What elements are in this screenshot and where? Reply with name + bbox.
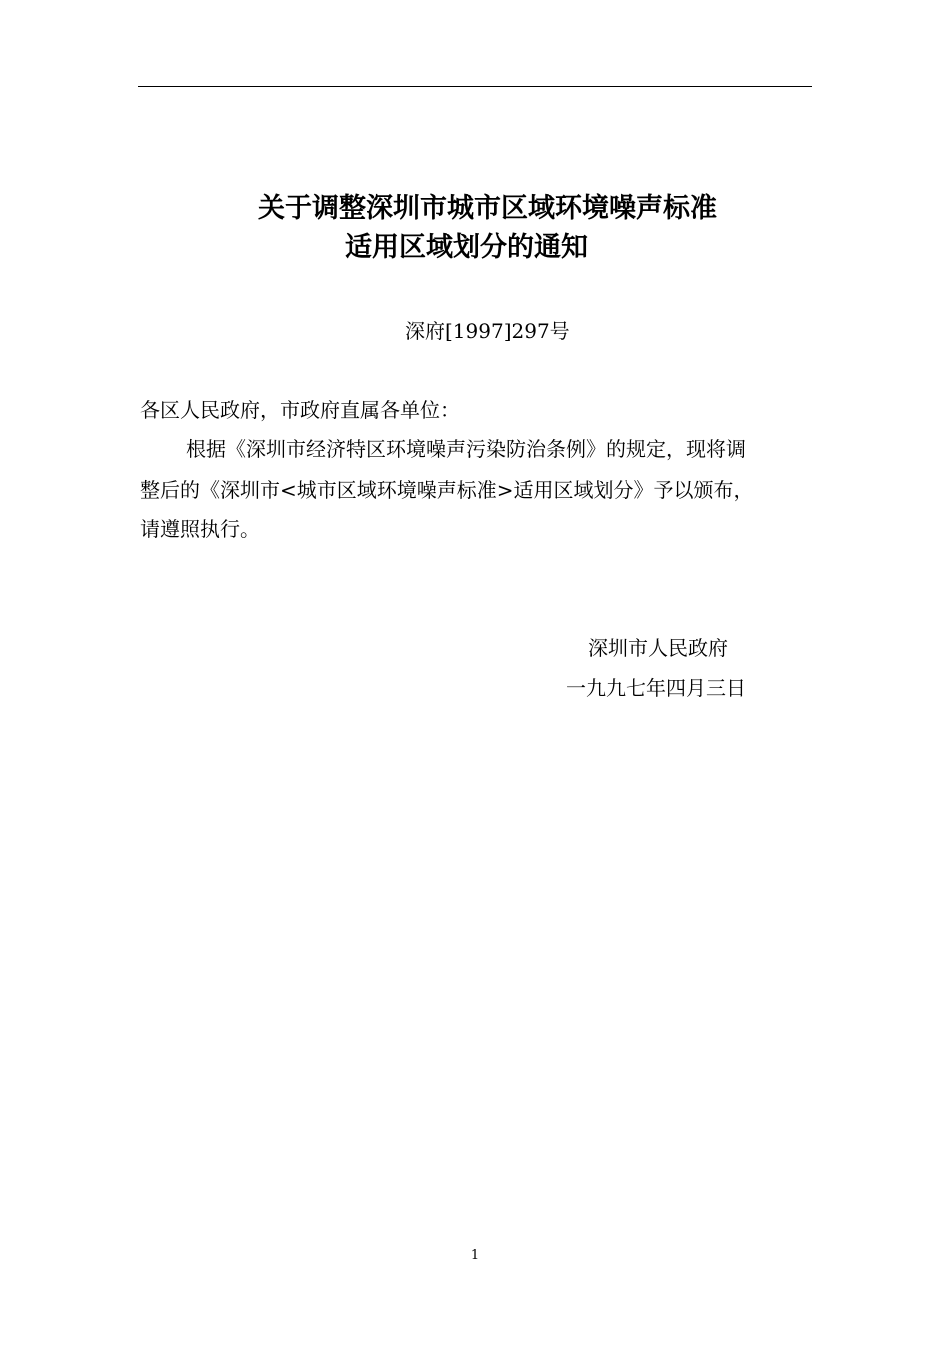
- body-line-2: 整后的《深圳市<城市区域环境噪声标准>适用区域划分》予以颁布，: [140, 478, 754, 502]
- page-number: 1: [470, 1248, 480, 1263]
- document-number: 深府[1997]297号: [405, 319, 570, 343]
- issue-date: 一九九七年四月三日: [566, 676, 746, 700]
- header-rule: [138, 86, 812, 87]
- salutation: 各区人民政府，市政府直属各单位：: [140, 398, 460, 422]
- body-line-3: 请遵照执行。: [140, 517, 260, 541]
- document-title-line-1: 关于调整深圳市城市区域环境噪声标准: [258, 193, 717, 224]
- issuer-signature: 深圳市人民政府: [588, 636, 728, 660]
- body-line-1: 根据《深圳市经济特区环境噪声污染防治条例》的规定，现将调: [186, 437, 746, 461]
- document-title-line-2: 适用区域划分的通知: [345, 232, 588, 263]
